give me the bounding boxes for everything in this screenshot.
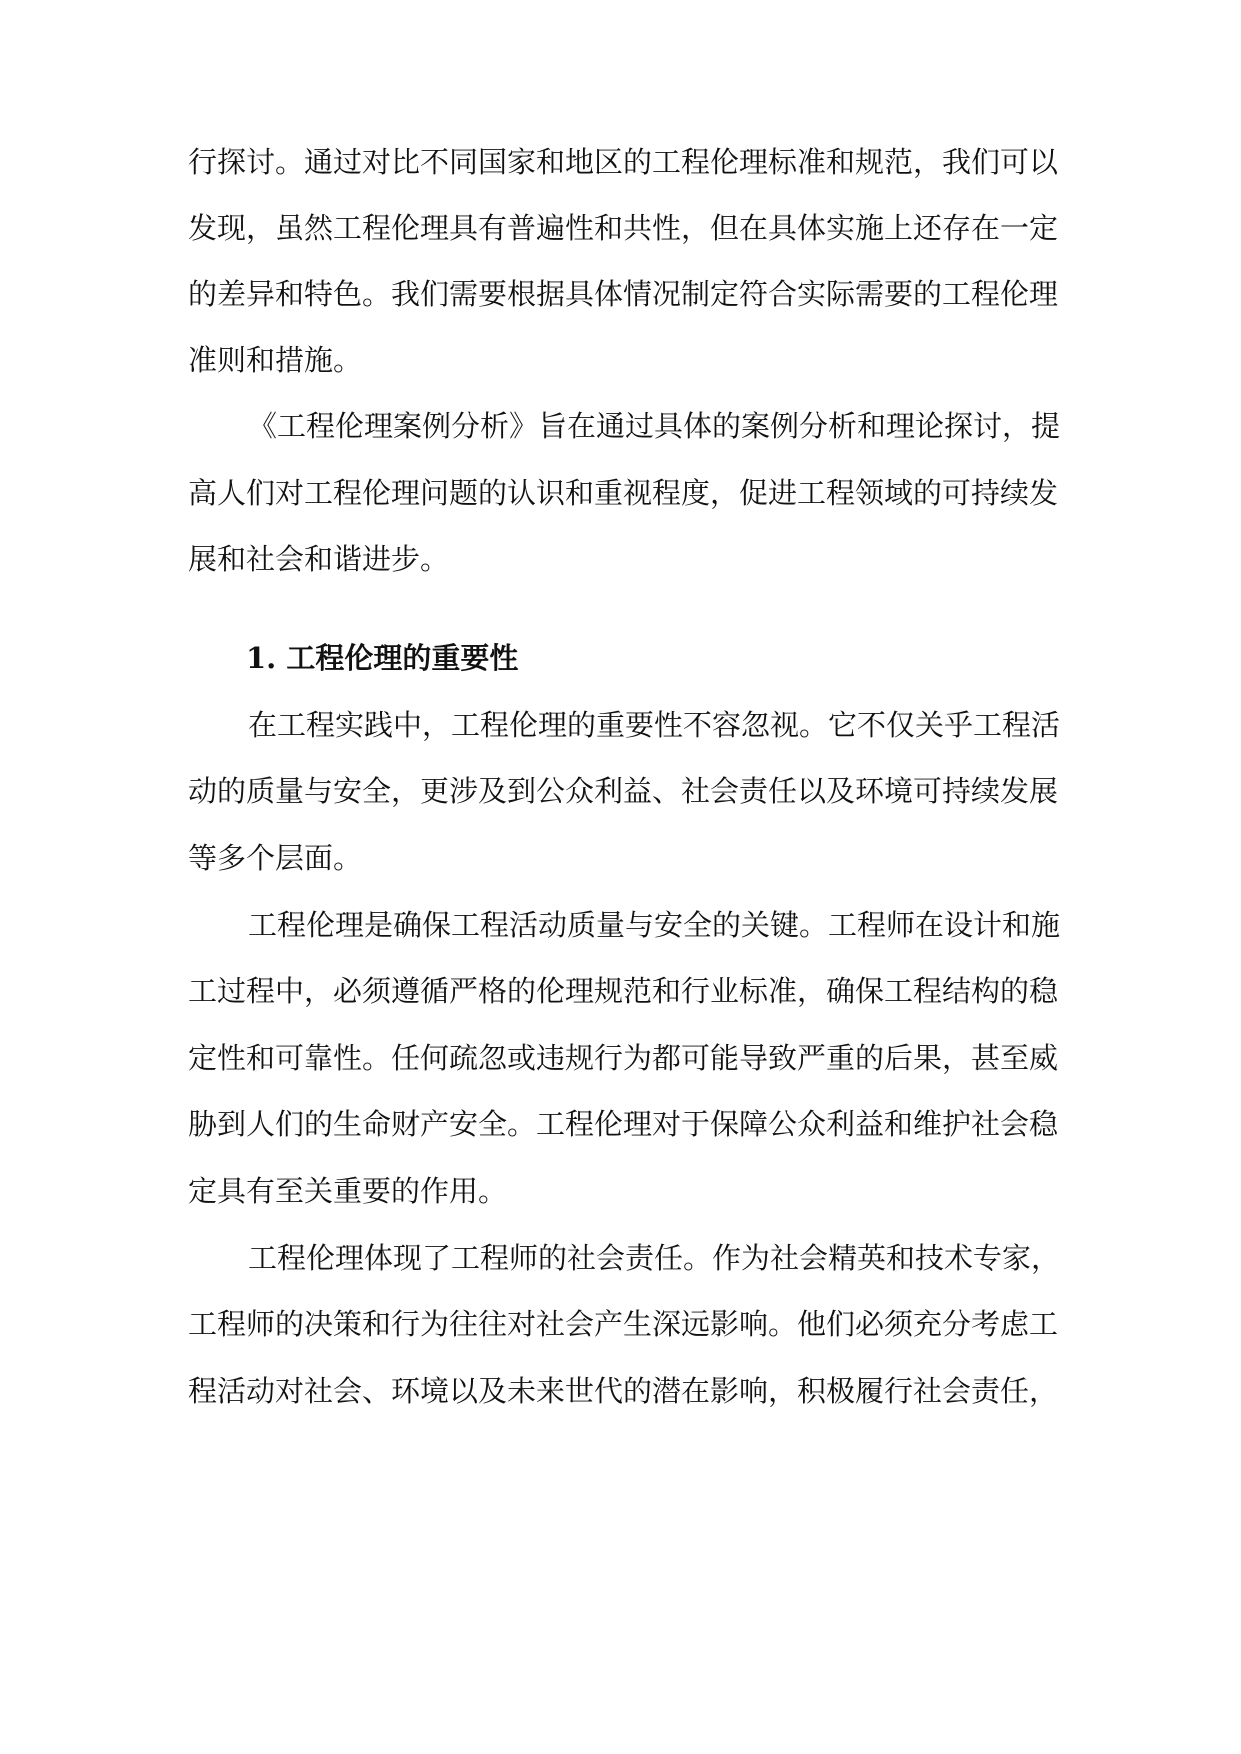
paragraph-line: 展和社会和谐进步。 (188, 542, 450, 576)
paragraph-line: 工程伦理体现了工程师的社会责任。作为社会精英和技术专家， (248, 1241, 1061, 1275)
paragraph-line: 发现，虽然工程伦理具有普遍性和共性，但在具体实施上还存在一定 (188, 211, 1059, 245)
paragraph-line: 定具有至关重要的作用。 (188, 1174, 508, 1208)
section-heading: 1. 工程伦理的重要性 (246, 641, 519, 675)
paragraph-line: 工过程中，必须遵循严格的伦理规范和行业标准，确保工程结构的稳 (188, 974, 1059, 1008)
paragraph-line: 工程伦理是确保工程活动质量与安全的关键。工程师在设计和施 (248, 908, 1061, 942)
paragraph-line: 等多个层面。 (188, 841, 363, 875)
paragraph-line: 行探讨。通过对比不同国家和地区的工程伦理标准和规范，我们可以 (188, 145, 1059, 179)
paragraph-line: 在工程实践中，工程伦理的重要性不容忽视。它不仅关乎工程活 (248, 708, 1061, 742)
paragraph-line: 定性和可靠性。任何疏忽或违规行为都可能导致严重的后果，甚至威 (188, 1041, 1059, 1075)
paragraph-line: 《工程伦理案例分析》旨在通过具体的案例分析和理论探讨，提 (248, 409, 1061, 443)
paragraph-line: 动的质量与安全，更涉及到公众利益、社会责任以及环境可持续发展 (188, 774, 1059, 808)
paragraph-line: 程活动对社会、环境以及未来世代的潜在影响，积极履行社会责任， (188, 1374, 1059, 1408)
paragraph-line: 的差异和特色。我们需要根据具体情况制定符合实际需要的工程伦理 (188, 277, 1059, 311)
paragraph-line: 胁到人们的生命财产安全。工程伦理对于保障公众利益和维护社会稳 (188, 1107, 1059, 1141)
paragraph-line: 准则和措施。 (188, 343, 363, 377)
paragraph-line: 高人们对工程伦理问题的认识和重视程度，促进工程领域的可持续发 (188, 476, 1059, 510)
paragraph-line: 工程师的决策和行为往往对社会产生深远影响。他们必须充分考虑工 (188, 1307, 1059, 1341)
